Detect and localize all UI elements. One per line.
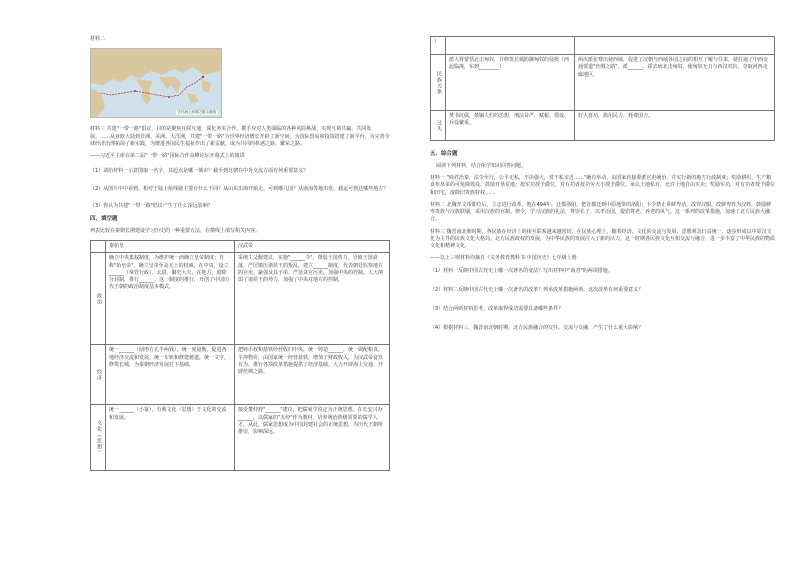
table-header-qinshihuang: 秦始皇 (106, 241, 235, 253)
cell-qin-ethnic: 派大将蒙恬北击匈奴，并修筑长城防御匈奴的侵扰（西起临洮，东到________） (446, 55, 575, 111)
section-five-material-2: 材料二 北魏孝文帝即位后，立志进行改革。他在494年，迁都洛阳，把首都迁到中原地带的洛阳；下令禁止讲鲜卑话，改穿汉服，改鲜卑姓为汉姓，鼓励鲜卑贵族与汉族联姻，采用汉族的官制、律令，学习汉族的礼法，尊崇孔子，以孝治国，提倡尊老、养老的风气。这一系列的改革措施，加速了北方民族大融合。 (430, 201, 772, 223)
map-graphic (91, 49, 221, 117)
section-five-question-1: （1）材料一反映中国古代史上哪一次著名的变法？写出材料中"商君"的两项措施。 (430, 267, 613, 274)
table-row (431, 111, 775, 141)
table-row (431, 37, 775, 55)
cell-qin-faults: 焚书坑儒，禁锢人们的思想，刑法苛严，赋税、徭役、兵役繁重。 (446, 111, 575, 141)
material-two-title: 材料二 (90, 36, 106, 42)
continued-comparison-table (430, 36, 775, 141)
section-four-heading: 四、填空题 (90, 216, 118, 222)
table-row (431, 55, 775, 111)
table-header-hanwudi: 汉武帝 (235, 241, 390, 253)
map-caption: 古代海上丝绸之路示意图 (177, 110, 216, 115)
cell-qin-politics: 确立中央集权制度，为维护统一而确立皇帝制度；自称"始皇帝"，确立皇帝至高无上的权威。在中央，设立______（掌管行政）、太尉、御史大夫，在地方，废除分封制，推行______。这一制度的推行，开创了中国历代王朝的政治制度基本模式。 (106, 253, 235, 345)
row-category-ethnic-relations: 民族关系 (431, 55, 446, 111)
table-row (91, 253, 390, 345)
table-header-row (91, 241, 390, 253)
table-row (91, 405, 390, 471)
material-three-source: ——习近平主席在第二届"一带一路"国际合作高峰论坛开幕式上的演讲 (90, 153, 245, 159)
continued-cell-blank (575, 37, 775, 55)
right-column (430, 36, 775, 338)
cell-han-culture: 接受董仲舒"______"建议，把儒家学说定为正统思想。在长安兴办______，以儒家的"五经"作为教材，培养统治阶级需要的儒学人才。从此，儒家思想成为中国封建社会的正统思想，为历代王朝所推崇，影响深远。 (235, 405, 390, 471)
cell-han-faults: 好大喜功，滥用民力，耗费国力。 (575, 111, 775, 141)
continued-cell-blank (446, 37, 575, 55)
section-five-material-3: 材料三 魏晋南北朝时期，各民族在经济上的相互联系越来越密切，在民族心理上，随着经济、文化的交流与发展，思想观念日益统一，逐步形成以中原汉文化为主导的民族文化大格局。北方民族政权的发展，为中华民族的发展注入了新的活力，这一时期各民族文化互相交流与融合，进一步丰富了中华民族的物质文化和精神文化。 (430, 228, 776, 250)
section-five-source: ——以上三则材料均摘自《义务教育教科书·中国历史》七年级上册 (430, 255, 577, 262)
section-five-material-1: 材料一 "商君治秦，法令至行，公平无私，不讳强大，赏不私亲近……"确有举动，由国家直接委派官吏统治，并实行新的地方行政制度；奖励耕织，生产粮食布帛多的可免除徭役，鼓励开垦荒地；按军功授予爵位，对有功者按功劳大小授予爵位，承认土地私有，允许土地自由买卖；奖励军功，对有功者授予爵位和田宅，废除旧贵族特权…… (430, 175, 776, 196)
section-four-intro: 列表比较在秦朝长期建设学习历史的一种重要方法，在横线上填写相关内容。 (90, 227, 261, 234)
silk-road-map (90, 48, 222, 118)
left-column (90, 36, 390, 471)
table-header-blank (91, 241, 106, 253)
row-category-economy: 经济 (91, 345, 106, 405)
question-1: （1）请给材料一示意图取一名字，其起点是哪一城市？截至到这朝在中外交流方面有何重要意义？ (90, 168, 309, 175)
cell-han-economy: 把铸币权和盐铁经营收归中央，统一铸造______，统一调配粮食，平抑物价，由国家统一经营盐铁，增加了财政收入，为汉武帝奋发有为、推行各项改革措施提供了经济基础。大力开辟海上交通，开辟丝绸之路。 (235, 345, 390, 405)
cell-han-politics: 采纳主父偃建议，实施"______令"，削弱王国势力，导致王国衰落，严厉镇压诸侯王的叛乱。建立______制度，代表朝廷监察地方的官吏、豪强及其子弟，严惩贪官污吏，加强中央的控制。大大削弱了诸侯王的势力，加强了中央对地方的控制。 (235, 253, 390, 345)
row-category-culture: 文化（思想） (91, 405, 106, 471)
section-five-heading: 五、综合题 (430, 151, 458, 157)
cell-qin-economy: 统一______（圆形方孔半两钱），统一度量衡，促进各地经济交流和发展；统一车轨和修建驰道，统一文字，修筑长城，为秦朝经济发展打下基础。 (106, 345, 235, 405)
cell-qin-culture: 统一______（小篆），有利文化（思想）于文化的交流和发展。 (106, 405, 235, 471)
cell-han-ethnic: 两次派张骞出使西域，促进了汉朝与西域各国之间的相互了解与往来，使打通了中西交通要道"丝绸之路"。派______、霍去病北击匈奴，使匈奴无力与西汉对抗，夺取河西走廊地区。 (575, 55, 775, 111)
question-3: （3）你认为共建"一带一路"倡议产生了什么深远影响？ (90, 202, 213, 209)
comparison-table (90, 240, 390, 471)
section-five-question-2: （2）材料二反映中国古代史上哪一次著名的改革？列举改革措施两项。这次改革有何重要意义？ (430, 286, 644, 293)
section-five-question-3: （3）结合两则材料思考，改革取得成功需要具备哪些条件？ (430, 306, 564, 313)
continued-cell: ） (431, 37, 446, 55)
material-three-text: 材料三 共建"一带一路"倡议，目的是聚焦互联互通，深化务实合作，携手应对人类面临的各种风险挑战，实现互利共赢、共同发展。……从亚欧大陆到非洲、美洲、大洋洲，共建"一带一路"为世界经济增长开辟了新空间，为国际贸易和投资搭建了新平台，为完善全球经济治理拓展了新实践，为增进各国民生福祉作出了新贡献，成为共同的机遇之路、繁荣之路。 (90, 126, 390, 147)
section-five-intro: 阅读下列材料，结合所学知识回答问题。 (436, 162, 527, 169)
row-category-faults: 过失 (431, 111, 446, 141)
section-five-question-4: （4）根据材料三，魏晋南北朝时期，北方民族融合的交往、交流与交融，产生了什么重大影响？ (430, 325, 644, 332)
row-category-politics: 政治 (91, 253, 106, 345)
table-row (91, 345, 390, 405)
question-2: （2）从图片中中看到，相对于陆上航线她主要有什么不同？从山东出海开航走，可到哪几国？从南海等地出发，载运可到达哪些地方？ (90, 185, 389, 192)
